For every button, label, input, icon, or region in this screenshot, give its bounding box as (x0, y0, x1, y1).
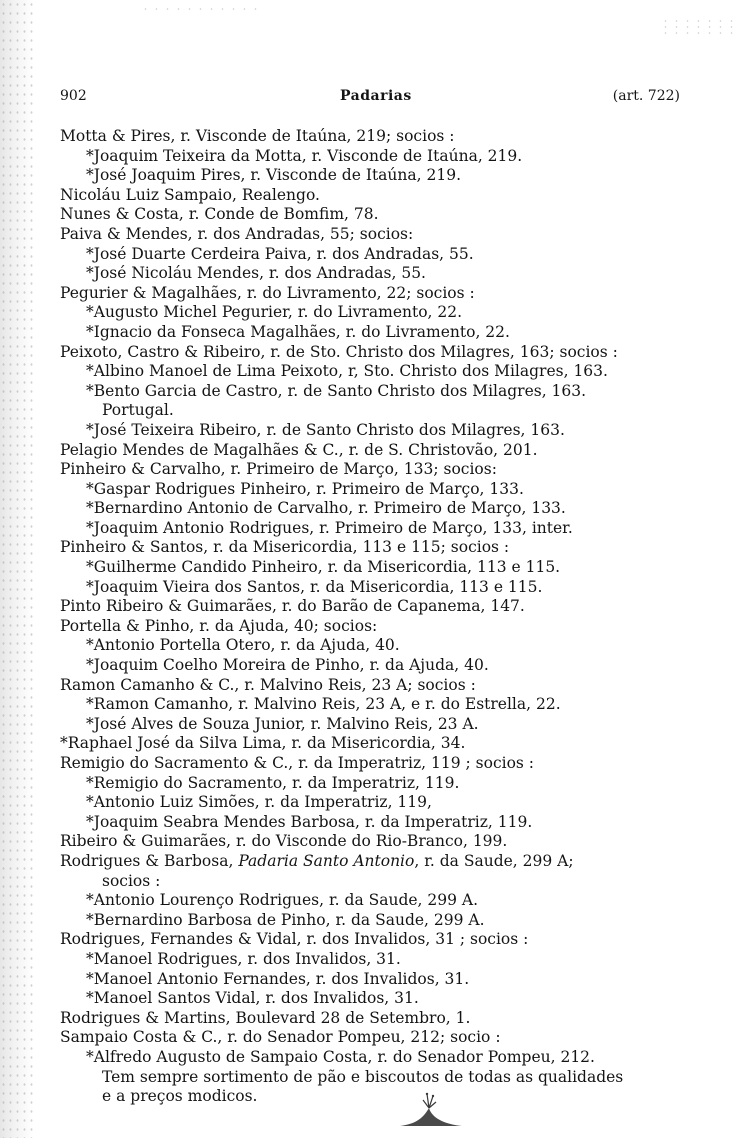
socio-entry: *Ignacio da Fonseca Magalhães, r. do Livramento, 22. (86, 322, 510, 341)
socio-entry: *Albino Manoel de Lima Peixoto, r, Sto. Christo dos Milagres, 163. (86, 362, 608, 381)
socio-entry: *Antonio Luiz Simões, r. da Imperatriz, 119, (86, 793, 432, 812)
bottom-ornament-icon (396, 1090, 466, 1130)
socio-entry: *Alfredo Augusto de Sampaio Costa, r. do Senador Pompeu, 212. (86, 1047, 595, 1066)
page-number: 902 (60, 88, 87, 104)
firm-address: , r. da Saude, 299 A; (414, 851, 574, 870)
socio-entry: *Bernardino Barbosa de Pinho, r. da Saude, 299 A. (86, 910, 485, 929)
socio-entry: *Ramon Camanho, r. Malvino Reis, 23 A, e r. do Estrella, 22. (86, 695, 561, 714)
firm-entry: *Raphael José da Silva Lima, r. da Misericordia, 34. (60, 734, 466, 753)
firm-entry: Portella & Pinho, r. da Ajuda, 40; socios: (60, 616, 378, 635)
socio-entry: *Augusto Michel Pegurier, r. do Livramento, 22. (86, 303, 463, 322)
firm-name: Rodrigues & Barbosa, (60, 851, 239, 870)
firm-entry: Rodrigues & Martins, Boulevard 28 de Setembro, 1. (60, 1008, 471, 1027)
firm-entry: Sampaio Costa & C., r. do Senador Pompeu, 212; socio : (60, 1028, 501, 1047)
socio-entry: *José Alves de Souza Junior, r. Malvino Reis, 23 A. (86, 714, 479, 733)
socio-entry: *José Joaquim Pires, r. Visconde de Itaúna, 219. (86, 166, 461, 185)
firm-entry: Rodrigues, Fernandes & Vidal, r. dos Invalidos, 31 ; socios : (60, 930, 529, 949)
continuation-line: Portugal. (102, 401, 174, 420)
continuation-line: e a preços modicos. (102, 1087, 258, 1106)
page-header (60, 88, 680, 110)
firm-entry: Pinto Ribeiro & Guimarães, r. do Barão de Capanema, 147. (60, 597, 525, 616)
socio-entry: *Bernardino Antonio de Carvalho, r. Primeiro de Março, 133. (86, 499, 566, 518)
firm-entry: Ribeiro & Guimarães, r. do Visconde do Rio-Branco, 199. (60, 832, 508, 851)
socio-entry: *Joaquim Antonio Rodrigues, r. Primeiro de Março, 133, inter. (86, 518, 573, 537)
socio-entry: *Antonio Lourenço Rodrigues, r. da Saude, 299 A. (86, 891, 479, 910)
socio-entry: *José Duarte Cerdeira Paiva, r. dos Andradas, 55. (86, 244, 474, 263)
firm-entry: Peixoto, Castro & Ribeiro, r. de Sto. Christo dos Milagres, 163; socios : (60, 342, 618, 361)
socio-entry: *Remigio do Sacramento, r. da Imperatriz, 119. (86, 773, 460, 792)
socio-entry: *Bento Garcia de Castro, r. de Santo Christo dos Milagres, 163. (86, 381, 587, 400)
firm-entry (60, 852, 710, 872)
socio-entry: *Gaspar Rodrigues Pinheiro, r. Primeiro de Março, 133. (86, 479, 524, 498)
socio-entry: *Joaquim Vieira dos Santos, r. da Misericordia, 113 e 115. (86, 577, 543, 596)
continuation-line: Tem sempre sortimento de pão e biscoutos de todas as qualidades (102, 1067, 624, 1086)
scan-noise-top (140, 6, 260, 12)
firm-entry: Pelagio Mendes de Magalhães & C., r. de S. Christovão, 201. (60, 440, 538, 459)
socio-entry: *Joaquim Coelho Moreira de Pinho, r. da Ajuda, 40. (86, 656, 489, 675)
firm-entry: Motta & Pires, r. Visconde de Itaúna, 219; socios : (60, 127, 455, 145)
firm-entry: Remigio do Sacramento & C., r. da Imperatriz, 119 ; socios : (60, 754, 535, 772)
binding-speckle (0, 0, 34, 1138)
socio-entry: *Manoel Antonio Fernandes, r. dos Invalidos, 31. (86, 969, 470, 988)
section-title: Padarias (340, 88, 412, 104)
business-name: Padaria Santo Antonio (238, 851, 415, 870)
firm-entry: Nunes & Costa, r. Conde de Bomfim, 78. (60, 205, 379, 224)
socio-entry: *Joaquim Teixeira da Motta, r. Visconde de Itaúna, 219. (86, 146, 523, 165)
firm-entry: Pinheiro & Santos, r. da Misericordia, 113 e 115; socios : (60, 538, 510, 557)
firm-entry: Paiva & Mendes, r. dos Andradas, 55; socios: (60, 224, 414, 243)
directory-listing (60, 127, 710, 1107)
socio-entry: *José Nicoláu Mendes, r. dos Andradas, 55. (86, 264, 426, 283)
firm-entry: Nicoláu Luiz Sampaio, Realengo. (60, 185, 320, 204)
socio-entry: *Manoel Rodrigues, r. dos Invalidos, 31. (86, 949, 401, 968)
firm-entry: Ramon Camanho & C., r. Malvino Reis, 23 A; socios : (60, 675, 476, 694)
socio-entry: *Guilherme Candido Pinheiro, r. da Misericordia, 113 e 115. (86, 558, 561, 577)
article-reference: (art. 722) (612, 88, 680, 104)
socio-entry: *José Teixeira Ribeiro, r. de Santo Christo dos Milagres, 163. (86, 420, 565, 439)
firm-entry: Pegurier & Magalhães, r. do Livramento, 22; socios : (60, 283, 475, 302)
firm-entry: Pinheiro & Carvalho, r. Primeiro de Março, 133; socios: (60, 460, 497, 479)
socio-entry: *Manoel Santos Vidal, r. dos Invalidos, 31. (86, 989, 419, 1008)
continuation-line: socios : (102, 871, 161, 890)
socio-entry: *Joaquim Seabra Mendes Barbosa, r. da Imperatriz, 119. (86, 812, 533, 831)
socio-entry: *Antonio Portella Otero, r. da Ajuda, 40. (86, 636, 400, 655)
scan-noise-top-right (660, 18, 740, 34)
